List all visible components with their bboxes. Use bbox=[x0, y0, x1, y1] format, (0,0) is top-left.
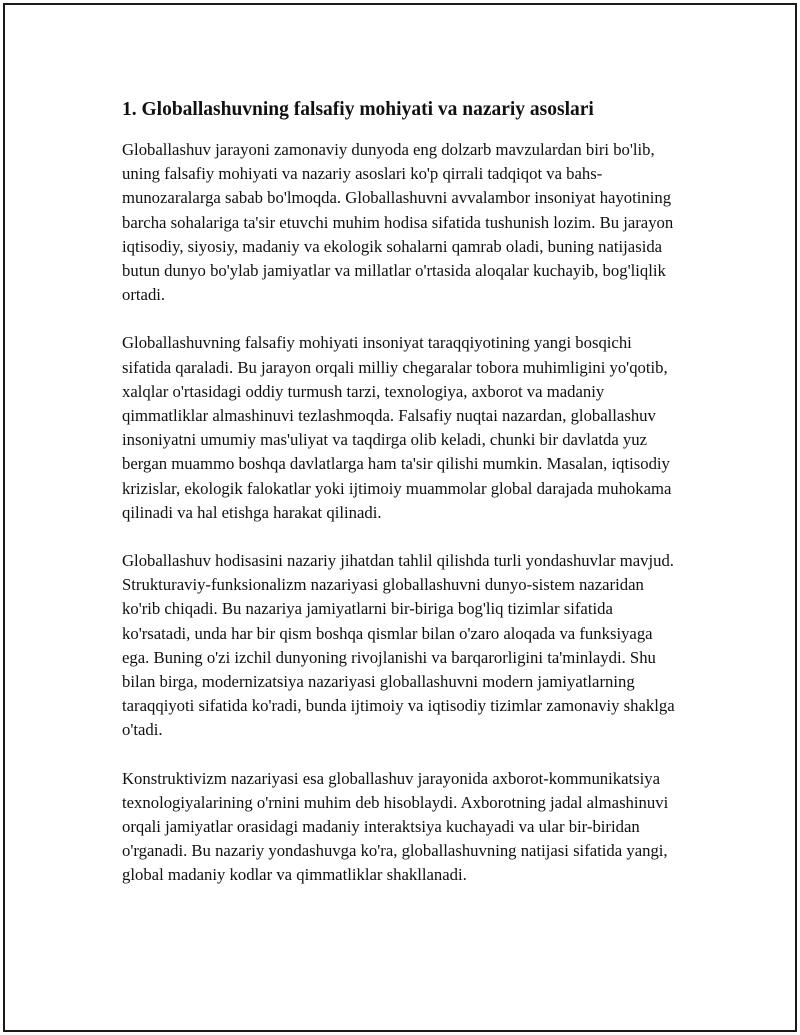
paragraph-1: Globallashuv jarayoni zamonaviy dunyoda eng dolzarb mavzulardan biri bo'lib, uning falsafiy mohiyati va nazariy asoslari ko'p qirrali tadqiqot va bahs-munozaralarga sabab bo'lmoqda. Globallashuvni avvalambor insoniyat hayotining barcha sohalariga ta'sir etuvchi muhim hodisa sifatida tushunish lozim. Bu jarayon iqtisodiy, siyosiy, madaniy va ekologik sohalarni qamrab oladi, buning natijasida butun dunyo bo'ylab jamiyatlar va millatlar o'rtasida aloqalar kuchayib, bog'liqlik ortadi. bbox=[122, 140, 674, 305]
section-heading: 1. Globallashuvning falsafiy mohiyati va nazariy asoslari bbox=[122, 99, 594, 120]
page-frame bbox=[3, 3, 797, 1032]
paragraph-3: Globallashuv hodisasini nazariy jihatdan tahlil qilishda turli yondashuvlar mavjud. Strukturaviy-funksionalizm nazariyasi globallashuvni dunyo-sistem nazaridan ko'rib chiqadi. Bu nazariya jamiyatlarni bir-biriga bog'liq tizimlar sifatida ko'rsatadi, unda har bir qism boshqa qismlar bilan o'zaro aloqada va funksiyaga ega. Buning o'zi izchil dunyoning rivojlanishi va barqarorligini ta'minlaydi. Shu bilan birga, modernizatsiya nazariyasi globallashuvni modern jamiyatlarning taraqqiyoti sifatida ko'radi, bunda ijtimoiy va iqtisodiy tizimlar zamonaviy shaklga o'tadi. bbox=[122, 551, 675, 740]
document-body bbox=[122, 96, 682, 912]
paragraph-2: Globallashuvning falsafiy mohiyati insoniyat taraqqiyotining yangi bosqichi sifatida qaraladi. Bu jarayon orqali milliy chegaralar tobora muhimligini yo'qotib, xalqlar o'rtasidagi oddiy turmush tarzi, texnologiya, axborot va madaniy qimmatliklar almashinuvi tezlashmoqda. Falsafiy nuqtai nazardan, globallashuv insoniyatni umumiy mas'uliyat va taqdirga olib keladi, chunki bir davlatda yuz bergan muammo boshqa davlatlarga ham ta'sir qilishi mumkin. Masalan, iqtisodiy krizislar, ekologik falokatlar yoki ijtimoiy muammolar global darajada muhokama qilinadi va hal etishga harakat qilinadi. bbox=[122, 333, 672, 522]
paragraph-4: Konstruktivizm nazariyasi esa globallashuv jarayonida axborot-kommunikatsiya texnologiyalarining o'rnini muhim deb hisoblaydi. Axborotning jadal almashinuvi orqali jamiyatlar orasidagi madaniy interaktsiya kuchayadi va ular bir-biridan o'rganadi. Bu nazariy yondashuvga ko'ra, globallashuvning natijasi sifatida yangi, global madaniy kodlar va qimmatliklar shakllanadi. bbox=[122, 768, 669, 885]
